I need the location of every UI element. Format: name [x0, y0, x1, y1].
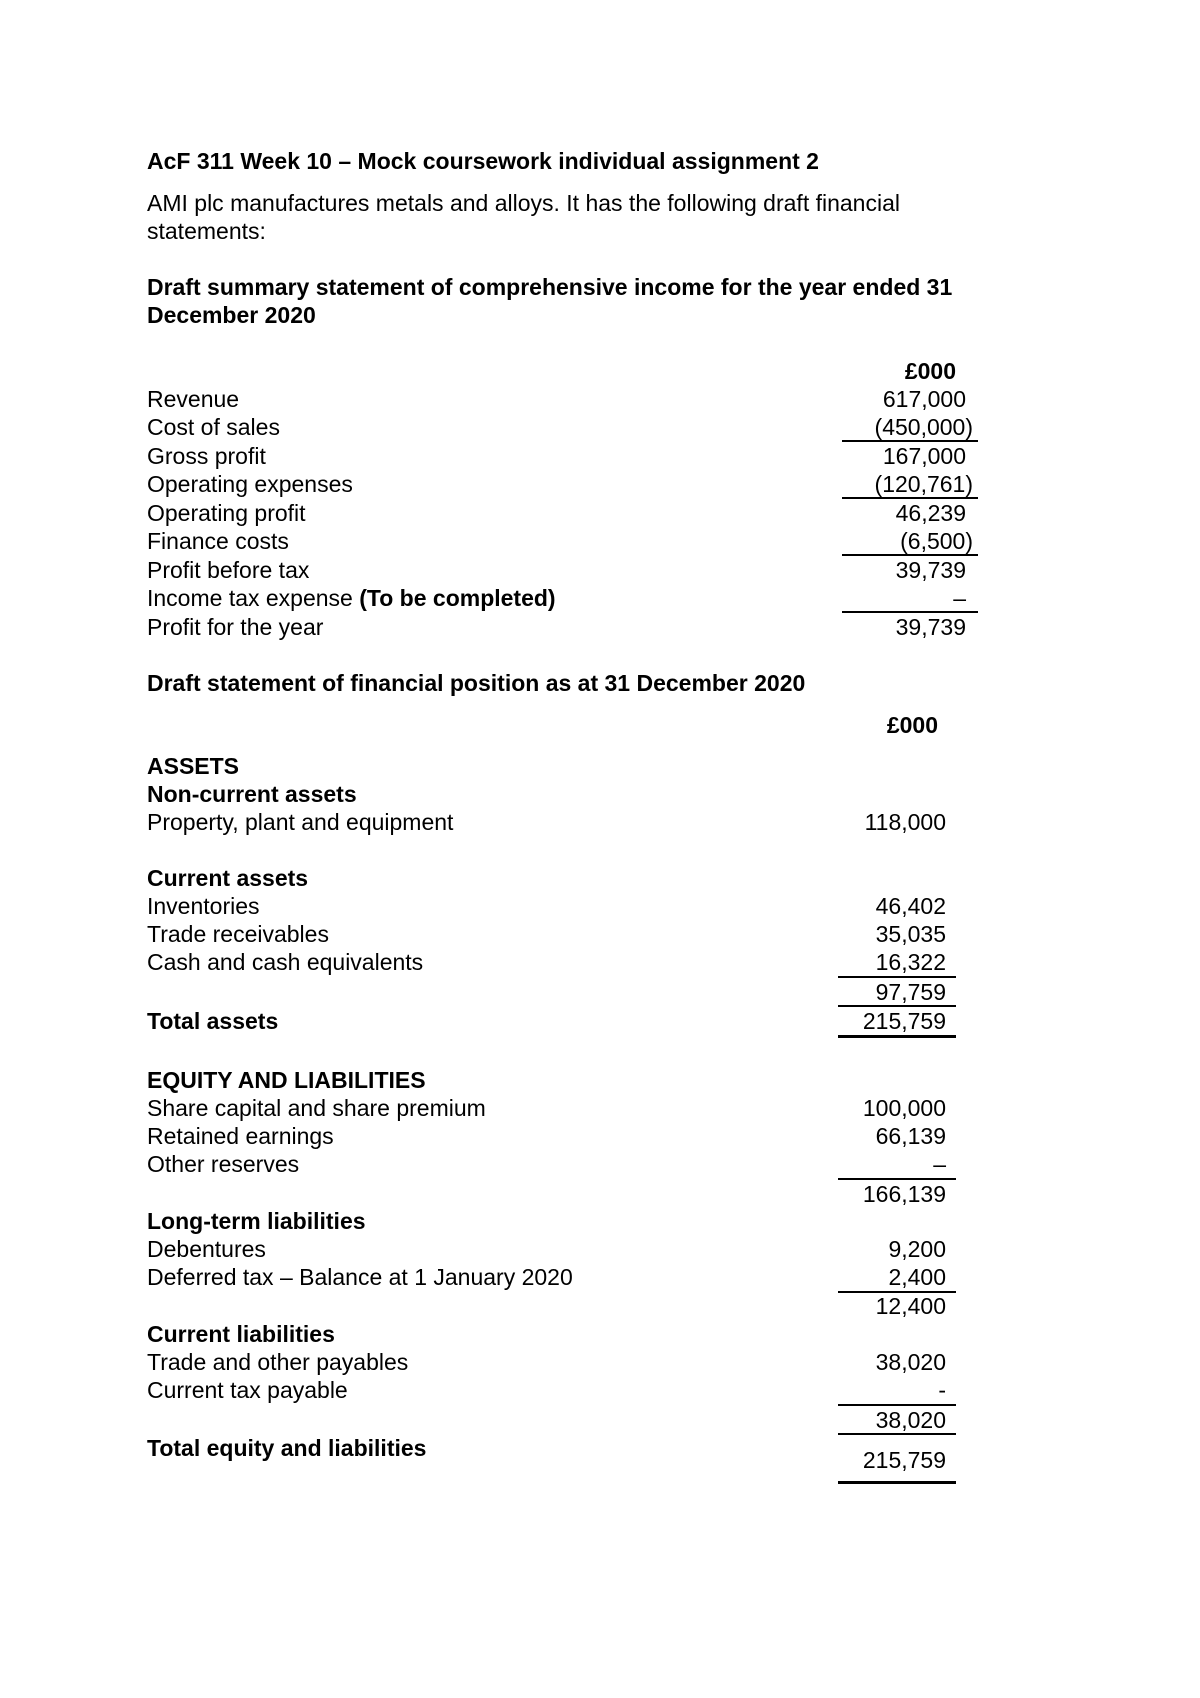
position-row-value: - [938, 1377, 946, 1403]
double-underline [838, 1481, 956, 1484]
position-row-label: Share capital and share premium [147, 1095, 486, 1121]
total-assets-label: Total assets [147, 1008, 279, 1034]
total-equity-liabilities-label: Total equity and liabilities [147, 1435, 427, 1461]
position-row-label: Cash and cash equivalents [147, 949, 424, 975]
long-term-liabilities-heading: Long-term liabilities [147, 1208, 366, 1234]
equity-total: 166,139 [862, 1181, 946, 1207]
position-row-value: 46,402 [875, 893, 946, 919]
noncurrent-assets-heading: Non-current assets [147, 781, 357, 807]
income-row-label: Revenue [147, 386, 240, 412]
position-row-label: Debentures [147, 1236, 266, 1262]
double-underline [838, 1035, 956, 1038]
income-row-label: Gross profit [147, 443, 266, 469]
position-row-label: Deferred tax – Balance at 1 January 2020 [147, 1264, 573, 1290]
income-heading-line1: Draft summary statement of comprehensive income for the year ended 31 [147, 274, 953, 300]
income-row-value: 39,739 [895, 614, 966, 640]
position-row-value: 118,000 [864, 809, 946, 835]
income-row-value: – [953, 585, 966, 611]
income-row-label-with-note [147, 584, 556, 612]
current-assets-total: 97,759 [875, 979, 946, 1005]
current-liabilities-total: 38,020 [875, 1407, 946, 1433]
position-row-value: 16,322 [875, 949, 946, 975]
position-heading: Draft statement of financial position as at 31 December 2020 [147, 670, 806, 696]
long-term-total: 12,400 [875, 1293, 946, 1319]
income-row-value: (120,761) [874, 471, 973, 497]
income-row-label: Income tax expense [147, 585, 360, 611]
income-row-value: (450,000) [874, 414, 973, 440]
income-row-value: 39,739 [895, 557, 966, 583]
assets-heading: ASSETS [147, 753, 240, 779]
position-row-label: Retained earnings [147, 1123, 334, 1149]
document-title: AcF 311 Week 10 – Mock coursework individual assignment 2 [147, 148, 819, 174]
intro-text-line2: statements: [147, 218, 266, 244]
income-row-label: Profit for the year [147, 614, 324, 640]
position-row-value: 38,020 [875, 1349, 946, 1375]
position-unit-header: £000 [886, 712, 938, 738]
income-unit-header: £000 [904, 358, 956, 384]
income-heading-line2: December 2020 [147, 302, 316, 328]
current-assets-heading: Current assets [147, 865, 309, 891]
position-row-value: 9,200 [888, 1236, 946, 1262]
position-row-label: Trade and other payables [147, 1349, 409, 1375]
total-equity-liabilities-value: 215,759 [862, 1447, 946, 1473]
position-row-label: Trade receivables [147, 921, 329, 947]
position-row-value: 100,000 [862, 1095, 946, 1121]
subtotal-rule [838, 1433, 956, 1435]
completion-note: (To be completed) [359, 585, 556, 611]
income-row-value: (6,500) [900, 528, 973, 554]
position-row-label: Inventories [147, 893, 260, 919]
income-row-label: Operating expenses [147, 471, 353, 497]
intro-text-line1: AMI plc manufactures metals and alloys. It has the following draft financial [147, 190, 900, 216]
position-row-value: 35,035 [875, 921, 946, 947]
income-row-value: 46,239 [895, 500, 966, 526]
income-row-label: Finance costs [147, 528, 289, 554]
position-row-label: Current tax payable [147, 1377, 348, 1403]
current-liabilities-heading: Current liabilities [147, 1321, 335, 1347]
income-row-value: 167,000 [882, 443, 966, 469]
income-row-label: Operating profit [147, 500, 306, 526]
income-row-label: Cost of sales [147, 414, 280, 440]
position-row-label: Property, plant and equipment [147, 809, 454, 835]
position-row-value: 2,400 [888, 1264, 946, 1290]
equity-liabilities-heading: EQUITY AND LIABILITIES [147, 1067, 426, 1093]
position-row-label: Other reserves [147, 1151, 300, 1177]
position-row-value: – [933, 1151, 946, 1177]
total-assets-value: 215,759 [862, 1008, 946, 1034]
income-row-label: Profit before tax [147, 557, 310, 583]
position-row-value: 66,139 [875, 1123, 946, 1149]
income-row-value: 617,000 [882, 386, 966, 412]
